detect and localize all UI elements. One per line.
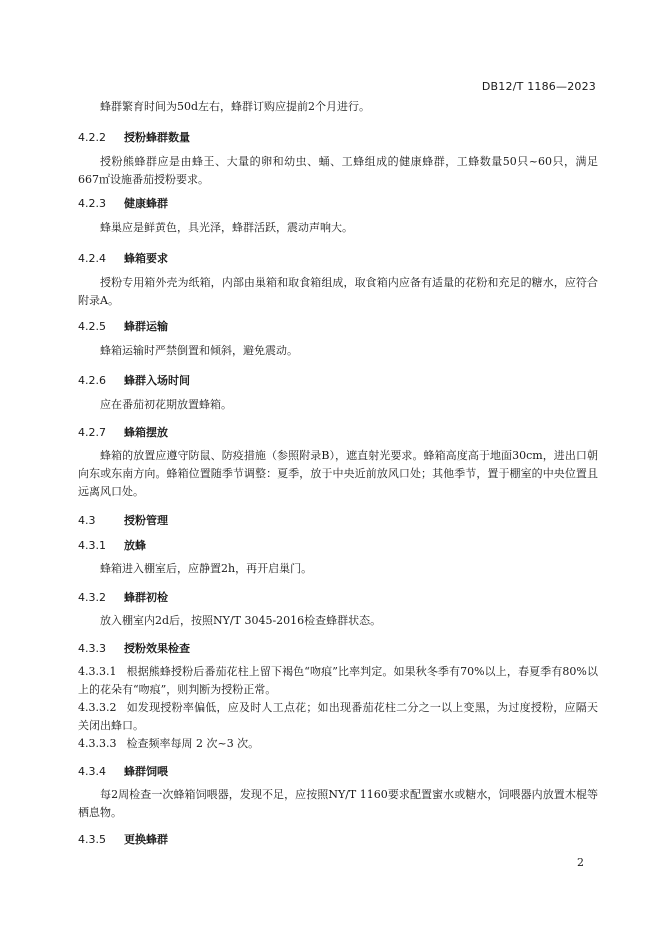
- section-number: 4.3.3: [78, 642, 106, 655]
- section-title: 授粉管理: [124, 514, 168, 527]
- paragraph: 授粉专用箱外壳为纸箱，内部由巢箱和取食箱组成，取食箱内应备有适量的花粉和充足的糖水，应符合附录A。: [78, 276, 598, 307]
- section-number: 4.3: [78, 514, 96, 527]
- section-title: 授粉效果检查: [124, 642, 190, 655]
- numbered-paragraph: [78, 735, 598, 753]
- paragraph: 蜂箱运输时严禁倒置和倾斜，避免震动。: [100, 344, 298, 357]
- paragraph: 蜂巢应是鲜黄色，具光泽，蜂群活跃，震动声响大。: [100, 221, 353, 234]
- section-title: 蜂箱要求: [124, 252, 168, 265]
- section-title: 蜂群初检: [124, 591, 168, 604]
- section-number: 4.2.2: [78, 131, 106, 144]
- section-number: 4.3.4: [78, 765, 106, 778]
- section-title: 蜂群运输: [124, 320, 168, 333]
- paragraph: 蜂箱的放置应遵守防鼠、防疫措施（参照附录B），遮直射光要求。蜂箱高度高于地面30cm，进出口朝向东或东南方向。蜂箱位置随季节调整：夏季，放于中央近前放风口处；其他季节，置于棚室的中央位置且远离风口处。: [78, 449, 598, 498]
- page-number: 2: [577, 856, 584, 869]
- section-heading-4-3-3: [78, 640, 598, 656]
- paragraph: 蜂群繁育时间为50d左右，蜂群订购应提前2个月进行。: [100, 100, 371, 113]
- section-heading-4-2-3: [78, 195, 598, 211]
- section-heading-4-3-5: [78, 831, 598, 847]
- document-id-header: DB12/T 1186—2023: [481, 80, 596, 93]
- section-number: 4.3.1: [78, 539, 106, 552]
- section-title: 健康蜂群: [124, 197, 168, 210]
- item-text: 如发现授粉率偏低，应及时人工点花；如出现番茄花柱二分之一以上变黑，为过度授粉，应隔天关闭出蜂口。: [78, 701, 598, 732]
- numbered-paragraph: [78, 663, 598, 699]
- item-number: 4.3.3.1: [78, 665, 117, 678]
- section-heading-4-3-4: [78, 763, 598, 779]
- paragraph: 应在番茄初花期放置蜂箱。: [100, 398, 232, 411]
- section-title: 更换蜂群: [124, 833, 168, 846]
- section-title: 蜂箱摆放: [124, 426, 168, 439]
- section-heading-4-2-2: [78, 129, 598, 145]
- section-title: 蜂群饲喂: [124, 765, 168, 778]
- section-number: 4.2.3: [78, 197, 106, 210]
- paragraph: 每2周检查一次蜂箱饲喂器，发现不足，应按照NY/T 1160要求配置蜜水或糖水，饲喂器内放置木棍等栖息物。: [78, 788, 598, 819]
- section-number: 4.2.5: [78, 320, 106, 333]
- paragraph: 授粉熊蜂群应是由蜂王、大量的卵和幼虫、蛹、工蜂组成的健康蜂群，工蜂数量50只~60只，满足667㎡设施番茄授粉要求。: [78, 155, 598, 186]
- item-number: 4.3.3.2: [78, 701, 117, 714]
- section-number: 4.3.2: [78, 591, 106, 604]
- paragraph: 放入棚室内2d后，按照NY/T 3045-2016检查蜂群状态。: [100, 614, 382, 627]
- section-heading-4-2-5: [78, 318, 598, 334]
- section-heading-4-3-1: [78, 537, 598, 553]
- section-title: 放蜂: [124, 539, 146, 552]
- section-heading-4-3-2: [78, 589, 598, 605]
- section-title: 蜂群入场时间: [124, 374, 190, 387]
- item-number: 4.3.3.3: [78, 737, 117, 750]
- section-number: 4.3.5: [78, 833, 106, 846]
- section-number: 4.2.4: [78, 252, 106, 265]
- section-heading-4-3: [78, 512, 598, 528]
- item-text: 检查频率每周 2 次~3 次。: [126, 737, 260, 750]
- section-heading-4-2-4: [78, 250, 598, 266]
- section-number: 4.2.6: [78, 374, 106, 387]
- section-title: 授粉蜂群数量: [124, 131, 190, 144]
- section-heading-4-2-6: [78, 372, 598, 388]
- item-text: 根据熊蜂授粉后番茄花柱上留下褐色“吻痕”比率判定。如果秋冬季有70%以上，春夏季有80%以上的花朵有“吻痕”，则判断为授粉正常。: [78, 665, 598, 696]
- section-number: 4.2.7: [78, 426, 106, 439]
- paragraph: 蜂箱进入棚室后，应静置2h，再开启巢门。: [100, 562, 313, 575]
- numbered-paragraph: [78, 699, 598, 735]
- section-heading-4-2-7: [78, 424, 598, 440]
